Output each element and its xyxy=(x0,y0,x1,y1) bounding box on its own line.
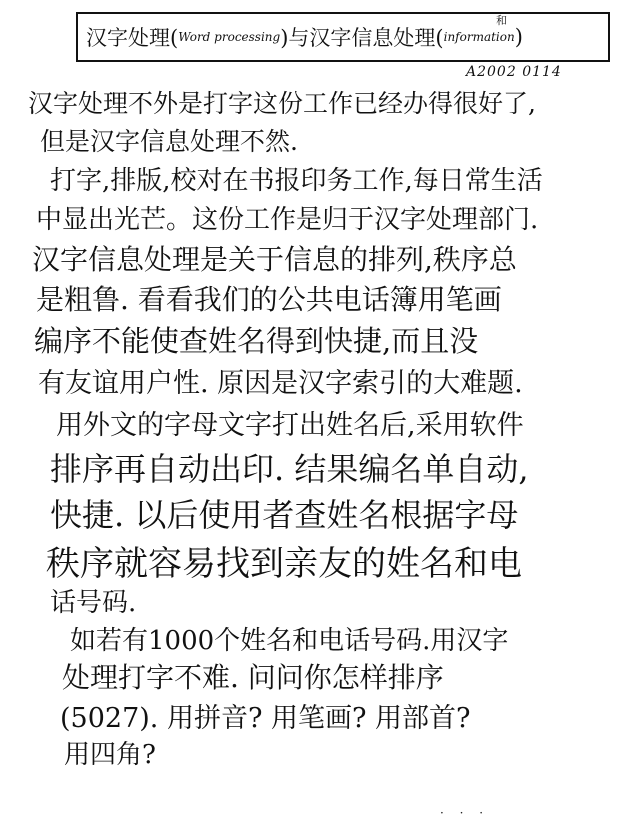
title-text-part2: )与汉字信息处理( xyxy=(280,26,444,50)
text-line-15: 处理打字不难. 问问你怎样排序 xyxy=(62,661,444,694)
text-line-17: 用四角? xyxy=(64,740,156,770)
text-line-11: 快捷. 以后使用者查姓名根据字母 xyxy=(50,496,519,534)
text-line-13: 话号码. xyxy=(50,588,137,618)
text-line-1: 汉字处理不外是打字这份工作已经办得很好了, xyxy=(28,89,536,118)
text-line-4: 中显出光芒。这份工作是归于汉字处理部门. xyxy=(36,205,539,235)
document-title-box xyxy=(76,12,610,62)
text-line-14: 如若有1000个姓名和电话号码.用汉字 xyxy=(70,626,509,656)
text-line-7: 编序不能使查姓名得到快捷,而且没 xyxy=(34,324,479,358)
page-edge-marks: · · · xyxy=(440,806,490,820)
text-line-10: 排序再自动出印. 结果编名单自动, xyxy=(50,450,529,488)
text-line-5: 汉字信息处理是关于信息的排列,秩序总 xyxy=(32,243,517,276)
document-id: A2002 0114 xyxy=(466,64,562,80)
text-line-3: 打字,排版,校对在书报印务工作,每日常生活 xyxy=(50,166,543,196)
title-text-part3: ) xyxy=(514,25,523,49)
title-english-part2: information xyxy=(443,30,515,44)
text-line-16: (5027). 用拼音? 用笔画? 用部首? xyxy=(60,703,471,734)
text-line-8: 有友谊用户性. 原因是汉字索引的大难题. xyxy=(38,368,523,399)
text-line-2: 但是汉字信息处理不然. xyxy=(40,127,298,156)
text-line-9: 用外文的字母文字打出姓名后,采用软件 xyxy=(56,410,524,441)
title-text-part1: 汉字处理( xyxy=(86,26,179,50)
text-line-6: 是粗鲁. 看看我们的公共电话簿用笔画 xyxy=(36,283,502,316)
title-annotation: 和 xyxy=(496,14,507,27)
title-english-part1: Word processing xyxy=(178,30,281,44)
text-line-12: 秩序就容易找到亲友的姓名和电 xyxy=(46,544,522,584)
